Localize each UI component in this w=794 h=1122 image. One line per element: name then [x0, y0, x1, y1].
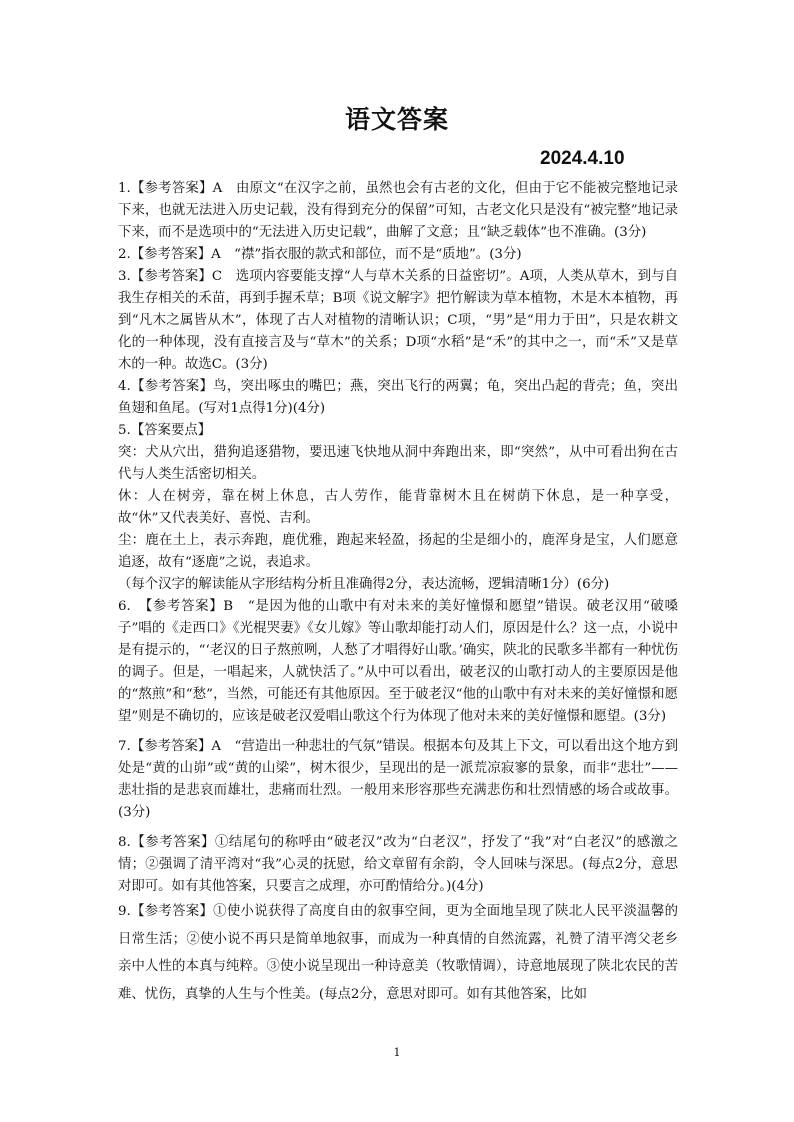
answer-5-heading: 5.【答案要点】: [118, 423, 212, 438]
page-title: 语文答案: [344, 105, 449, 134]
answer-5-point-tu: 突：犬从穴出，猎狗追逐猎物，要迅速飞快地从洞中奔跑出来，即“突然”，从中可看出狗在古代与人类生活密切相关。: [118, 445, 678, 482]
answer-1: 1.【参考答案】A 由原文“在汉字之前，虽然也会有古老的文化，但由于它不能被完整地记录下来，也就无法进入历史记载，没有得到充分的保留”可知，古老文化只是没有“被完整”地记录下来，而不是选项中的“无法进入历史记载”，曲解了文意；且“缺乏载体”也不准确。(3分): [118, 181, 678, 240]
document-date: 2024.4.10: [540, 148, 625, 169]
answer-5-point-chen: 尘：鹿在土上，表示奔跑，鹿优雅，跑起来轻盈，扬起的尘是细小的，鹿浑身是宝，人们愿意追逐，故有“逐鹿”之说，表追求。: [118, 533, 678, 570]
answer-9: 9.【参考答案】①使小说获得了高度自由的叙事空间，更为全面地呈现了陕北人民平淡温馨的日常生活；②使小说不再只是简单地叙事，而成为一种真情的自然流露，礼赞了清平湾父老乡亲中人性的本真与纯粹。③使小说呈现出一种诗意美（牧歌情调），诗意地展现了陕北农民的苦难、忧伤，真挚的人生与个性美。(每点2分，意思对即可。如有其他答案，比如: [118, 904, 678, 1002]
answer-6: 6. 【参考答案】B “是因为他的山歌中有对未来的美好憧憬和愿望”错误。破老汉用“破嗓子”唱的《走西口》《光棍哭妻》《女儿嫁》等山歌却能打动人们，原因是什么？这一点，小说中是有提示的，“‘老汉的日子熬煎咧，人愁了才唱得好山歌。’确实，陕北的民歌多半都有一种忧伤的调子。但是，一唱起来，人就快活了。”从中可以看出，破老汉的山歌打动人的主要原因是他的“熬煎”和“愁”，当然，可能还有其他原因。至于破老汉“他的山歌中有对未来的美好憧憬和愿望”则是不确切的，应该是破老汉爱唱山歌这个行为体现了他对未来的美好憧憬和愿望。(3分): [118, 599, 678, 724]
answer-content: [118, 178, 678, 1008]
answer-8: 8.【参考答案】①结尾句的称呼由“破老汉”改为“白老汉”，抒发了“我”对“白老汉”的感激之情；②强调了清平湾对“我”心灵的抚慰，给文章留有余韵，令人回味与深思。(每点2分，意思对即可。如有其他答案，只要言之成理，亦可酌情给分。)(4分): [118, 835, 678, 894]
page-number: 1: [393, 1046, 401, 1059]
answer-7: 7.【参考答案】A “营造出一种悲壮的气氛”错误。根据本句及其上下文，可以看出这个地方到处是“黄的山峁”或“黄的山梁”，树木很少，呈现出的是一派荒凉寂寥的景象，而非“悲壮”——悲壮指的是悲哀而雄壮，悲痛而壮烈。一般用来形容那些充满悲伤和壮烈情感的场合或故事。(3分): [118, 739, 678, 820]
answer-5-point-xiu: 休：人在树旁，靠在树上休息，古人劳作，能背靠树木且在树荫下休息，是一种享受，故“休”又代表美好、喜悦、吉利。: [118, 489, 678, 526]
answer-4: 4.【参考答案】鸟，突出啄虫的嘴巴；燕，突出飞行的两翼；龟，突出凸起的背壳；鱼，突出鱼翅和鱼尾。(写对1点得1分)(4分): [118, 379, 678, 416]
answer-5-scoring-note: （每个汉字的解读能从字形结构分析且准确得2分，表达流畅，逻辑清晰1分）(6分): [118, 577, 610, 592]
answer-3: 3.【参考答案】C 选项内容要能支撑“人与草木关系的日益密切”。A项，人类从草木，到与自我生存相关的禾苗，再到手握禾草；B项《说文解字》把竹解读为草本植物，木是木本植物，再到“凡木之属皆从木”，体现了古人对植物的清晰认识；C项，“男”是“用力于田”，只是农耕文化的一种体现，没有直接言及与“草木”的关系；D项“水稻”是“禾”的其中之一，而“禾”又是草木的一种。故选C。(3分): [118, 269, 678, 372]
answer-2: 2.【参考答案】A “襟”指衣服的款式和部位，而不是“质地”。(3分): [118, 247, 522, 262]
